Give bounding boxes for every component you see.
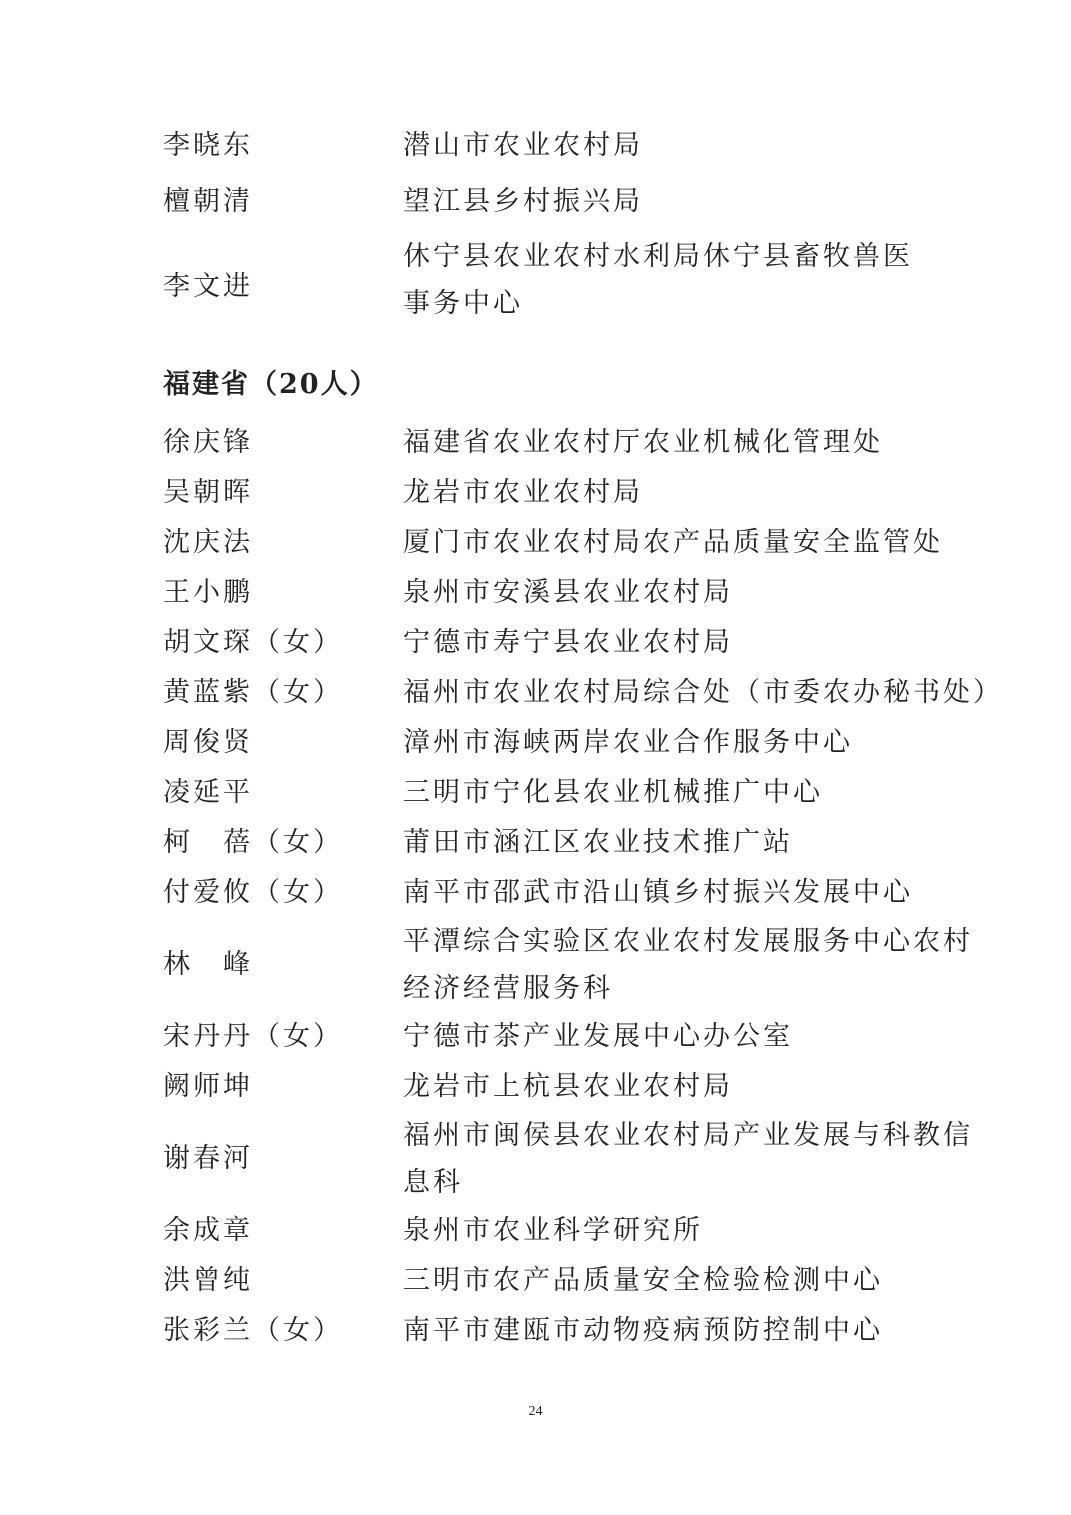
organization-line: 宁德市茶产业发展中心办公室: [403, 1021, 793, 1052]
organization-line: 厦门市农业农村局农产品质量安全监管处: [403, 527, 943, 558]
person-name: 黄蓝紫（女）: [163, 677, 343, 708]
organization: [403, 1013, 1003, 1060]
organization: [403, 419, 1003, 466]
organization-line: 福建省农业农村厅农业机械化管理处: [403, 427, 883, 458]
person-name: 阙师坤: [163, 1071, 253, 1102]
organization-line: 休宁县农业农村水利局休宁县畜牧兽医: [403, 241, 913, 272]
person-name: 王小鹏: [163, 577, 253, 608]
organization-line: 息科: [403, 1167, 463, 1198]
person-name: 洪曾纯: [163, 1265, 253, 1296]
organization-line: 泉州市安溪县农业农村局: [403, 577, 733, 608]
organization: [403, 519, 1003, 566]
organization-line: 经济经营服务科: [403, 973, 613, 1004]
organization-line: 宁德市寿宁县农业农村局: [403, 627, 733, 658]
page-number: 24: [528, 1404, 543, 1419]
organization-line: 福州市农业农村局综合处（市委农办秘书处）: [403, 677, 1003, 708]
person-name: 柯 蓓（女）: [163, 827, 343, 858]
organization-line: 漳州市海峡两岸农业合作服务中心: [403, 727, 853, 758]
person-name: 沈庆法: [163, 527, 253, 558]
organization-line: 三明市农产品质量安全检验检测中心: [403, 1265, 883, 1296]
organization-line: 福州市闽侯县农业农村局产业发展与科教信: [403, 1120, 973, 1151]
organization: [403, 918, 1003, 1012]
organization-line: 龙岩市农业农村局: [403, 477, 643, 508]
person-name: 宋丹丹（女）: [163, 1021, 343, 1052]
organization-line: 潜山市农业农村局: [403, 130, 643, 161]
organization: [403, 819, 1003, 866]
organization: [403, 569, 1003, 616]
organization-line: 莆田市涵江区农业技术推广站: [403, 827, 793, 858]
organization-line: 三明市宁化县农业机械推广中心: [403, 777, 823, 808]
person-name: 凌延平: [163, 777, 253, 808]
organization: [403, 769, 1003, 816]
organization: [403, 233, 1003, 327]
person-name: 张彩兰（女）: [163, 1315, 343, 1346]
organization-line: 南平市邵武市沿山镇乡村振兴发展中心: [403, 877, 913, 908]
person-name: 吴朝晖: [163, 477, 253, 508]
organization: [403, 178, 1003, 225]
organization-line: 事务中心: [403, 288, 523, 319]
organization: [403, 1112, 1003, 1206]
organization: [403, 669, 1003, 716]
organization: [403, 469, 1003, 516]
person-name: 周俊贤: [163, 727, 253, 758]
section-title-fujian: 福建省（20人）: [163, 369, 379, 400]
person-name: 徐庆锋: [163, 427, 253, 458]
organization-line: 泉州市农业科学研究所: [403, 1215, 703, 1246]
person-name: 余成章: [163, 1215, 253, 1246]
organization-line: 望江县乡村振兴局: [403, 186, 643, 217]
organization-line: 平潭综合实验区农业农村发展服务中心农村: [403, 926, 973, 957]
person-name: 付爱攸（女）: [163, 877, 343, 908]
organization: [403, 719, 1003, 766]
organization: [403, 869, 1003, 916]
organization: [403, 1307, 1003, 1354]
organization: [403, 122, 1003, 169]
person-name: 李文进: [163, 271, 253, 302]
organization: [403, 1207, 1003, 1254]
person-name: 檀朝清: [163, 186, 253, 217]
person-name: 谢春河: [163, 1143, 253, 1174]
organization: [403, 1257, 1003, 1304]
person-name: 胡文琛（女）: [163, 627, 343, 658]
person-name: 李晓东: [163, 130, 253, 161]
organization-line: 龙岩市上杭县农业农村局: [403, 1071, 733, 1102]
organization-line: 南平市建瓯市动物疫病预防控制中心: [403, 1315, 883, 1346]
organization: [403, 619, 1003, 666]
organization: [403, 1063, 1003, 1110]
person-name: 林 峰: [163, 949, 253, 980]
